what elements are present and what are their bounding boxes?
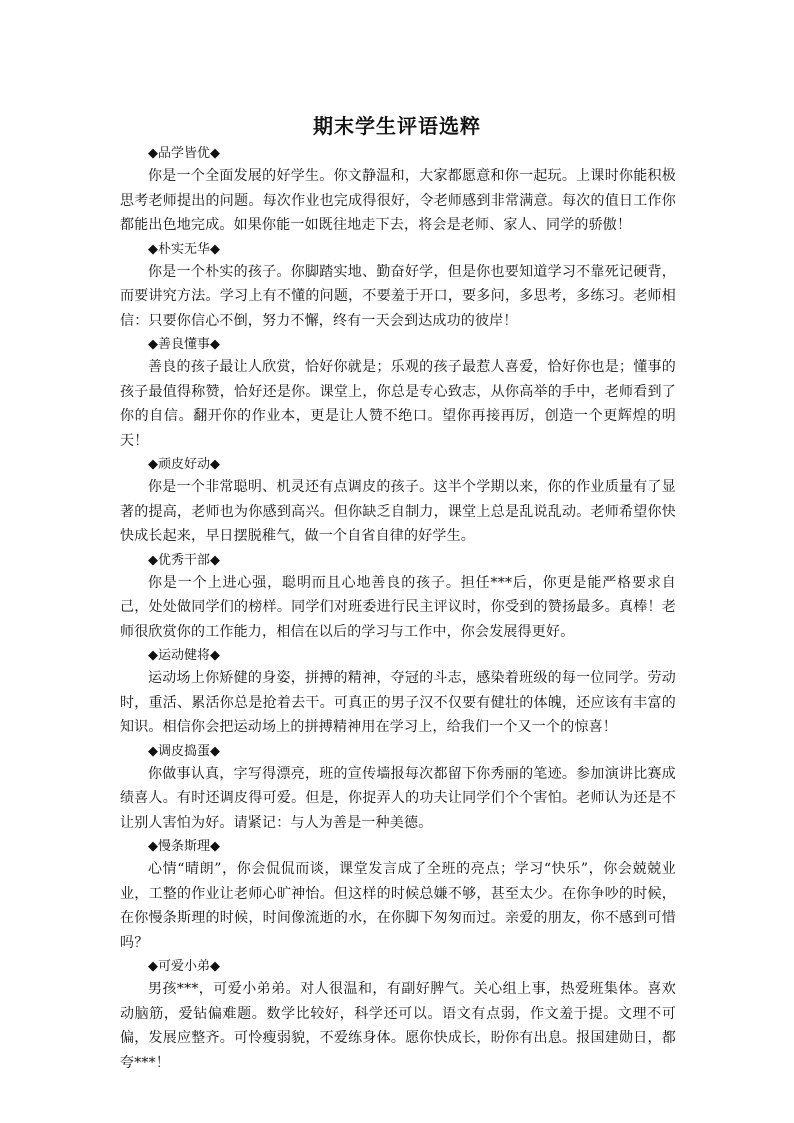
section-heading: ◆优秀干部◆ <box>148 552 220 568</box>
section-2 <box>120 240 676 334</box>
section-7 <box>120 742 676 836</box>
section-1 <box>120 144 676 238</box>
section-4 <box>120 455 676 549</box>
section-9 <box>120 957 676 1075</box>
section-body: 善良的孩子最让人欣赏，恰好你就是；乐观的孩子最惹人喜爱，恰好你也是；懂事的孩子最值得称赞，恰好还是你。课堂上，你总是专心致志，从你高举的手中，老师看到了你的自信。翻开你的作业本，更是让人赞不绝口。望你再接再厉，创造一个更辉煌的明天！ <box>120 359 676 449</box>
section-heading: ◆朴实无华◆ <box>148 241 220 257</box>
section-heading: ◆顽皮好动◆ <box>148 457 220 472</box>
section-heading: ◆品学皆优◆ <box>148 146 220 161</box>
section-body: 心情“晴朗”，你会侃侃而谈，课堂发言成了全班的亮点；学习“快乐”，你会兢兢业业，工整的作业让老师心旷神怡。但这样的时候总嫌不够，甚至太少。在你争吵的时候，在你慢条斯理的时候，时间像流逝的水，在你脚下匆匆而过。亲爱的朋友，你不感到可惜吗？ <box>120 861 676 951</box>
section-body: 运动场上你矫健的身姿，拼搏的精神，夺冠的斗志，感染着班级的每一位同学。劳动时，重活、累活你总是抢着去干。可真正的男子汉不仅要有健壮的体魄，还应该有丰富的知识。相信你会把运动场上的拼搏精神用在学习上，给我们一个又一个的惊喜！ <box>120 670 676 735</box>
section-body: 你是一个非常聪明、机灵还有点调皮的孩子。这半个学期以来，你的作业质量有了显著的提高，老师也为你感到高兴。但你缺乏自制力，课堂上总是乱说乱动。老师希望你快快成长起来，早日摆脱稚气，做一个自省自律的好学生。 <box>120 479 676 544</box>
section-3 <box>120 335 676 453</box>
section-heading: ◆运动健将◆ <box>148 648 220 663</box>
section-body: 你是一个上进心强，聪明而且心地善良的孩子。担任***后，你更是能严格要求自己，处处做同学们的榜样。同学们对班委进行民主评议时，你受到的赞扬最多。真棒！老师很欣赏你的工作能力，相信在以后的学习与工作中，你会发展得更好。 <box>120 574 676 640</box>
section-6 <box>120 646 676 740</box>
section-body: 你做事认真，字写得漂亮，班的宣传墙报每次都留下你秀丽的笔迹。参加演讲比赛成绩喜人。有时还调皮得可爱。但是，你捉弄人的功夫让同学们个个害怕。老师认为还是不让别人害怕为好。请紧记：与人为善是一种美德。 <box>120 765 676 831</box>
section-5 <box>120 551 676 645</box>
section-heading: ◆调皮捣蛋◆ <box>148 743 220 759</box>
section-8 <box>120 837 676 955</box>
section-body: 男孩***，可爱小弟弟。对人很温和，有副好脾气。关心组上事，热爱班集体。喜欢动脑筋，爱钻偏难题。数学比较好，科学还可以。语文有点弱，作文羞于提。文理不可偏，发展应整齐。可怜瘦弱貌，不爱练身体。愿你快成长，盼你有出息。报国建勋日，都夸***！ <box>120 981 676 1071</box>
section-heading: ◆慢条斯理◆ <box>148 839 220 854</box>
document-content <box>120 144 676 1077</box>
document-title: 期末学生评语选粹 <box>313 114 481 138</box>
section-heading: ◆可爱小弟◆ <box>148 959 220 974</box>
section-heading: ◆善良懂事◆ <box>148 337 220 352</box>
section-body: 你是一个全面发展的好学生。你文静温和，大家都愿意和你一起玩。上课时你能积极思考老师提出的问题。每次作业也完成得很好，令老师感到非常满意。每次的值日工作你都能出色地完成。如果你能一如既往地走下去，将会是老师、家人、同学的骄傲！ <box>120 168 676 233</box>
section-body: 你是一个朴实的孩子。你脚踏实地、勤奋好学，但是你也要知道学习不靠死记硬背，而要讲究方法。学习上有不懂的问题，不要羞于开口，要多问，多思考，多练习。老师相信：只要你信心不倒，努力不懈，终有一天会到达成功的彼岸！ <box>120 263 676 329</box>
